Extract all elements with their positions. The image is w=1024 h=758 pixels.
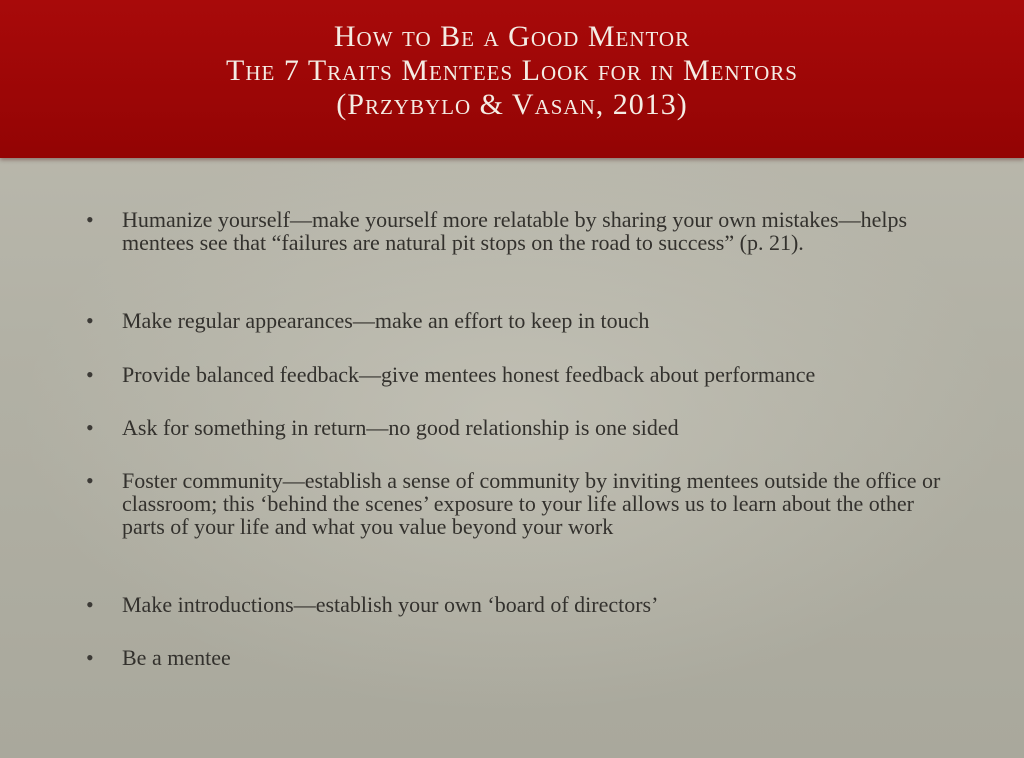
bullet-marker: • xyxy=(86,362,94,387)
bullet-marker: • xyxy=(86,468,94,493)
bullet-marker: • xyxy=(86,592,94,617)
bullet-text: Make regular appearances—make an effort to keep in touch xyxy=(122,308,650,333)
bullet-text: Ask for something in return—no good relationship is one sided xyxy=(122,415,679,440)
bullet-marker: • xyxy=(86,207,94,232)
slide-title-line-1: How to Be a Good Mentor xyxy=(333,20,691,53)
bullet-marker: • xyxy=(86,415,94,440)
bullet-text: Make introductions—establish your own ‘board of directors’ xyxy=(122,592,659,617)
slide-title-citation: (Przybylo & Vasan, 2013) xyxy=(336,88,688,121)
bullet-marker: • xyxy=(86,308,94,333)
slide-title-line-2: The 7 Traits Mentees Look for in Mentors xyxy=(226,54,798,87)
bullet-text: Be a mentee xyxy=(122,645,231,670)
bullet-marker: • xyxy=(86,645,94,670)
bullet-text: Humanize yourself—make yourself more relatable by sharing your own mistakes—helps mentees see that “failures are natural pit stops on the road to success” (p. 21). xyxy=(122,207,908,255)
bullet-text: Foster community—establish a sense of community by inviting mentees outside the office or classroom; this ‘behind the scenes’ exposure to your life allows us to learn about the other parts of your life and what you value beyond your work xyxy=(122,468,941,539)
bullet-text: Provide balanced feedback—give mentees honest feedback about performance xyxy=(122,362,816,387)
